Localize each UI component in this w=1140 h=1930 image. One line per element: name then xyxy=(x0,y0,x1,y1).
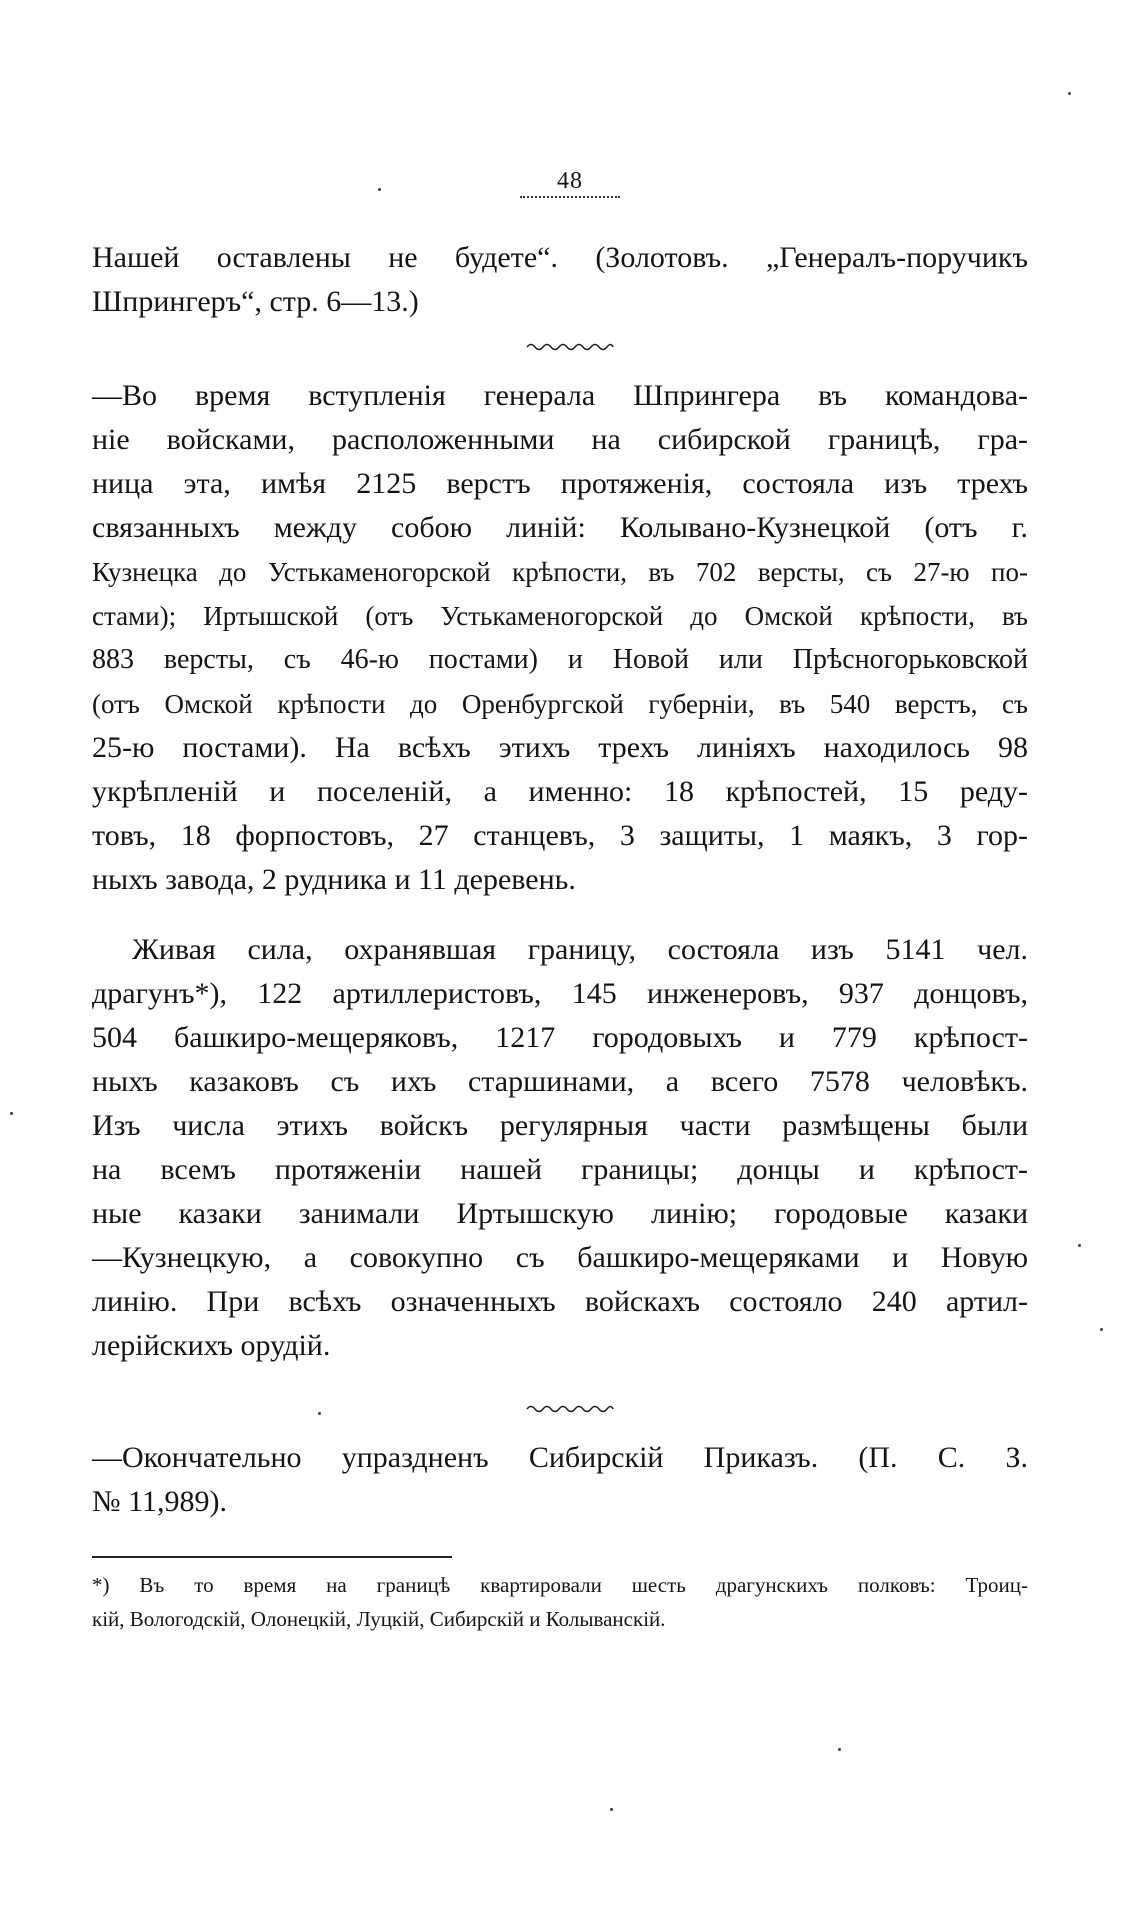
scan-speck xyxy=(10,1112,13,1115)
section-divider-ornament xyxy=(0,340,1140,354)
text-line: —Кузнецкую, а совокупно съ башкиро-мещеряками и Новую xyxy=(92,1241,1028,1274)
scan-speck xyxy=(838,1748,841,1751)
text-line: Живая сила, охранявшая границу, состояла изъ 5141 чел. xyxy=(132,933,1028,966)
page-number-underline xyxy=(520,196,620,198)
text-line: лерійскихъ орудій. xyxy=(92,1329,331,1362)
text-line: товъ, 18 форпостовъ, 27 станцевъ, 3 защиты, 1 маякъ, 3 гор- xyxy=(92,819,1028,852)
footnote-line: кій, Вологодскій, Олонецкій, Луцкій, Сибирскій и Колыванскій. xyxy=(92,1607,666,1631)
text-line: 883 версты, съ 46-ю постами) и Новой или Прѣсногорьковской xyxy=(92,644,1028,675)
footnote xyxy=(92,1568,1028,1636)
text-line: Шпрингеръ“, стр. 6—13.) xyxy=(92,285,419,318)
text-line: ные казаки занимали Иртышскую линію; городовые казаки xyxy=(92,1197,1028,1230)
paragraph-forces xyxy=(92,928,1028,1368)
text-line: № 11,989). xyxy=(92,1485,227,1518)
page-number: 48 xyxy=(557,168,583,194)
text-line: 504 башкиро-мещеряковъ, 1217 городовыхъ и 779 крѣпост- xyxy=(92,1021,1028,1054)
text-line: стами); Иртышской (отъ Устькаменогорской до Омской крѣпости, въ xyxy=(92,601,1028,631)
scan-speck xyxy=(378,188,381,191)
text-line: (отъ Омской крѣпости до Оренбургской губерніи, въ 540 верстъ, съ xyxy=(92,689,1028,719)
text-line: ныхъ завода, 2 рудника и 11 деревень. xyxy=(92,863,576,896)
text-line: на всемъ протяженіи нашей границы; донцы и крѣпост- xyxy=(92,1153,1028,1186)
paragraph-prikaz xyxy=(92,1436,1028,1524)
footnote-rule xyxy=(92,1556,452,1558)
text-line: драгунъ*), 122 артиллеристовъ, 145 инженеровъ, 937 донцовъ, xyxy=(92,977,1028,1010)
text-line: —Окончательно упраздненъ Сибирскій Приказъ. (П. С. З. xyxy=(92,1441,1028,1474)
text-line: связанныхъ между собою линій: Колывано-Кузнецкой (отъ г. xyxy=(92,511,1028,544)
text-line: Нашей оставлены не будете“. (Золотовъ. „Генералъ-поручикъ xyxy=(92,241,1028,274)
text-line: укрѣпленій и поселеній, а именно: 18 крѣпостей, 15 реду- xyxy=(92,775,1028,808)
paragraph-citation-end xyxy=(92,236,1028,324)
text-line: ныхъ казаковъ съ ихъ старшинами, а всего 7578 человѣкъ. xyxy=(92,1065,1028,1098)
text-line: Изъ числа этихъ войскъ регулярныя части размѣщены были xyxy=(92,1109,1028,1142)
text-line: Кузнецка до Устькаменогорской крѣпости, въ 702 версты, съ 27-ю по- xyxy=(92,557,1028,587)
text-line: линію. При всѣхъ означенныхъ войскахъ состояло 240 артил- xyxy=(92,1285,1028,1318)
text-line: ница эта, имѣя 2125 верстъ протяженія, состояла изъ трехъ xyxy=(92,467,1028,500)
text-line: ніе войсками, расположенными на сибирской границѣ, гра- xyxy=(92,423,1028,456)
scan-speck xyxy=(318,1412,321,1415)
scan-speck xyxy=(1068,92,1071,95)
section-divider-ornament xyxy=(0,1402,1140,1416)
text-line: —Во время вступленія генерала Шпрингера въ командова- xyxy=(92,379,1028,412)
scan-speck xyxy=(1078,1244,1081,1247)
footnote-line: *) Въ то время на границѣ квартировали шесть драгунскихъ полковъ: Троиц- xyxy=(92,1573,1028,1597)
paragraph-border-lines xyxy=(92,374,1028,902)
scan-speck xyxy=(1100,1328,1103,1331)
text-line: 25-ю постами). На всѣхъ этихъ трехъ линіяхъ находилось 98 xyxy=(92,731,1028,764)
scan-speck xyxy=(610,1808,613,1811)
